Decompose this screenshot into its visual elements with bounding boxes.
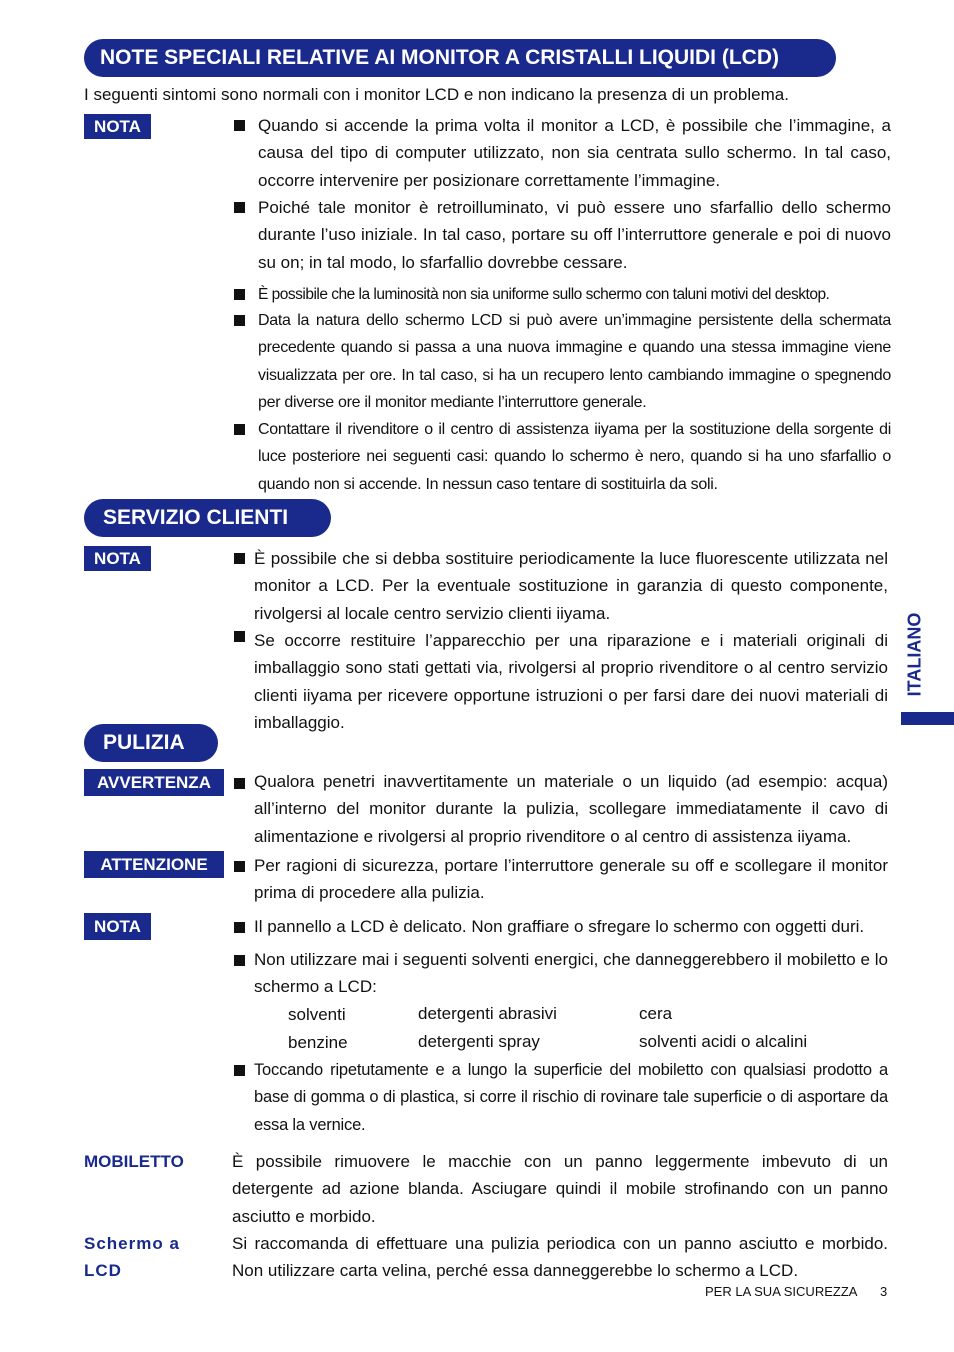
bullet-marker xyxy=(234,631,245,642)
lcd-note-5: Contattare il rivenditore o il centro di assistenza iiyama per la sostituzione della sorgente di luce posteriore nei seguenti casi: quando lo schermo è nero, quando si ha uno sfarfallio o quando non si accende. In nessun caso tentare di sostituirla da soli. xyxy=(258,421,891,493)
cleaning-note-1: Il pannello a LCD è delicato. Non graffiare o sfregare lo schermo con oggetti duri. xyxy=(254,917,865,936)
lcd-note-4: Data la natura dello schermo LCD si può avere un’immagine persistente della schermata precedente quando si passa a una nuova immagine e quando una stessa immagine viene visualizzata per ore. In tal caso, si ha un recupero lento cambiando immagine o spegnendo per diverse ore il monitor mediante l’interruttore generale. xyxy=(258,312,891,411)
cabinet-text: È possibile rimuovere le macchie con un panno leggermente imbevuto di un detergente ad azione blanda. Asciugare quindi il mobile strofinando con un panno asciutto e morbido. xyxy=(232,1152,888,1226)
solvent-item: detergenti spray xyxy=(418,1032,540,1051)
bullet-marker xyxy=(234,778,245,789)
bullet-marker xyxy=(234,955,245,966)
cabinet-label: MOBILETTO xyxy=(84,1152,184,1171)
section-title-service-text: SERVIZIO CLIENTI xyxy=(103,506,289,529)
nota-tag-cleaning: NOTA xyxy=(84,913,151,940)
section-title-cleaning-text: PULIZIA xyxy=(103,731,185,754)
lcd-note-2: Poiché tale monitor è retroilluminato, vi può essere uno sfarfallio dello schermo durante l’uso iniziale. In tal caso, portare su off l’interruttore generale e poi di nuovo su on; in tal modo, lo sfarfallio dovrebbe cessare. xyxy=(258,198,891,272)
warning-text: Qualora penetri inavvertitamente un materiale o un liquido (ad esempio: acqua) all’interno del monitor durante la pulizia, scollegare immediatamente il cavo di alimentazione e rivolgersi al proprio rivenditore o al centro di assistenza iiyama. xyxy=(254,772,888,846)
solvent-item: solventi xyxy=(288,1005,346,1024)
intro-text: I seguenti sintomi sono normali con i monitor LCD e non indicano la presenza di un problema. xyxy=(84,85,789,104)
solvent-item: detergenti abrasivi xyxy=(418,1004,557,1023)
bullet-marker xyxy=(234,922,245,933)
language-tab-bar xyxy=(901,712,954,725)
language-tab-label: ITALIANO xyxy=(904,612,925,696)
service-note-2: Se occorre restituire l’apparecchio per una riparazione e i materiali originali di imballaggio sono stati gettati via, rivolgersi al proprio rivenditore o al centro servizio clienti iiyama per ricevere opportune istruzioni o per farsi dare dei nuovi materiali di imballaggio. xyxy=(254,631,888,732)
solvent-item: benzine xyxy=(288,1033,348,1052)
bullet-marker xyxy=(234,553,245,564)
page-number: 3 xyxy=(880,1284,888,1299)
lcd-note-1: Quando si accende la prima volta il monitor a LCD, è possibile che l’immagine, a causa del tipo di computer utilizzato, non sia centrata sullo schermo. In tal caso, occorre intervenire per posizionare correttamente l’immagine. xyxy=(258,116,891,190)
lcd-note-3: È possibile che la luminosità non sia uniforme sullo schermo con taluni motivi del desktop. xyxy=(258,286,830,303)
bullet-marker xyxy=(234,120,245,131)
warning-tag: AVVERTENZA xyxy=(84,769,224,796)
service-note-1: È possibile che si debba sostituire periodicamente la luce fluorescente utilizzata nel monitor a LCD. Per la eventuale sostituzione in garanzia di questo componente, rivolgersi al locale centro servizio clienti iiyama. xyxy=(254,549,888,623)
bullet-marker xyxy=(234,289,245,300)
section-title-service xyxy=(84,499,331,537)
cleaning-note-2: Non utilizzare mai i seguenti solventi energici, che danneggerebbero il mobiletto e lo schermo a LCD: xyxy=(254,950,888,997)
bullet-marker xyxy=(234,1065,245,1076)
section-title-lcd xyxy=(84,39,836,77)
footer-text: PER LA SUA SICUREZZA xyxy=(705,1284,858,1299)
cleaning-note-3: Toccando ripetutamente e a lungo la superficie del mobiletto con qualsiasi prodotto a base di gomma o di plastica, si corre il rischio di rovinare tale superficie o di asportare da essa la vernice. xyxy=(254,1061,888,1134)
bullet-marker xyxy=(234,861,245,872)
section-title-cleaning xyxy=(84,724,218,762)
screen-label: Schermo a LCD xyxy=(84,1234,180,1281)
caution-tag: ATTENZIONE xyxy=(84,851,224,878)
solvent-item: solventi acidi o alcalini xyxy=(639,1032,808,1051)
bullet-marker xyxy=(234,424,245,435)
caution-text: Per ragioni di sicurezza, portare l’interruttore generale su off e scollegare il monitor prima di procedere alla pulizia. xyxy=(254,856,888,903)
nota-tag-lcd: NOTA xyxy=(84,114,151,139)
bullet-marker xyxy=(234,202,245,213)
bullet-marker xyxy=(234,315,245,326)
section-title-lcd-text: NOTE SPECIALI RELATIVE AI MONITOR A CRISTALLI LIQUIDI (LCD) xyxy=(100,46,779,69)
nota-tag-service: NOTA xyxy=(84,546,151,571)
language-tab xyxy=(900,600,930,708)
screen-text: Si raccomanda di effettuare una pulizia periodica con un panno asciutto e morbido. Non utilizzare carta velina, perché essa danneggerebbe lo schermo a LCD. xyxy=(232,1234,888,1281)
solvent-item: cera xyxy=(639,1004,673,1023)
